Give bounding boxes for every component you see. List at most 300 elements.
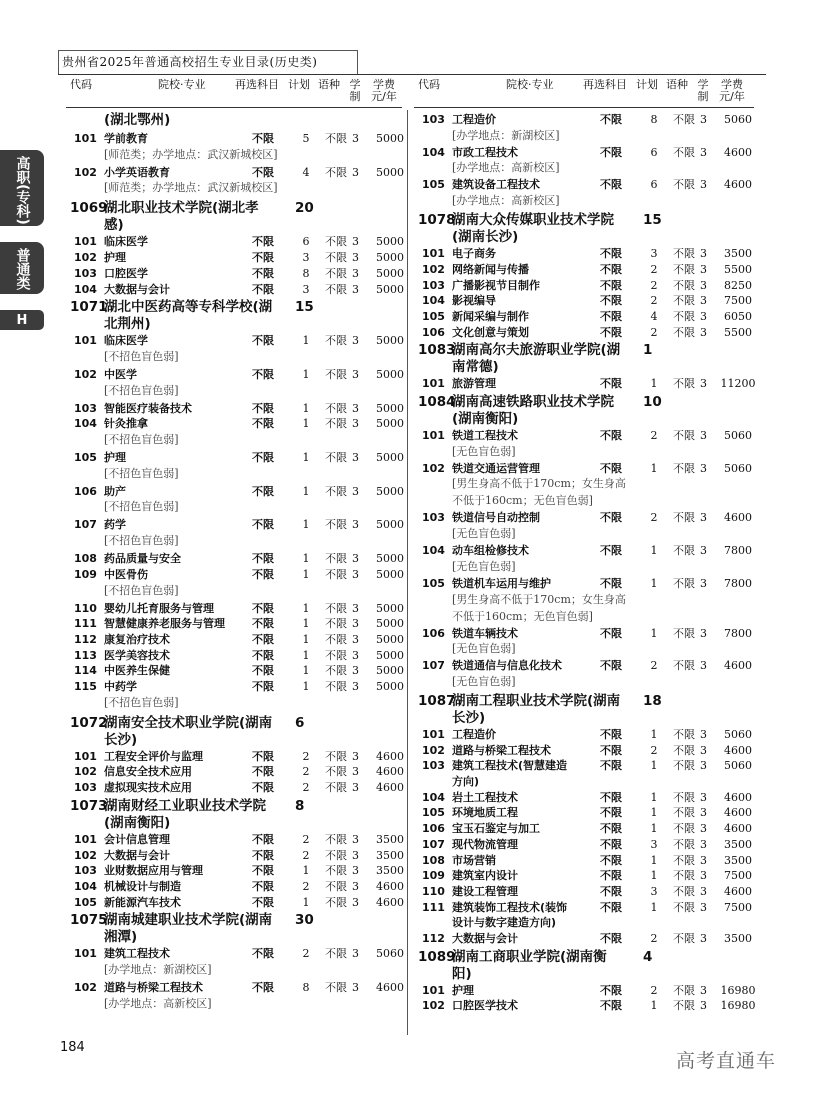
subject-requirement: 不限 [252,401,274,415]
language: 不限 [325,282,347,296]
subject-requirement: 不限 [252,266,274,280]
major-row [418,112,753,127]
major-code: 106 [422,325,445,339]
years: 3 [352,617,359,631]
institution-name: 湖南大众传媒职业技术学院 [452,212,614,229]
major-name: 护理 [452,983,474,997]
years: 3 [352,451,359,464]
major-row [418,576,753,591]
plan-count: 1 [302,401,310,415]
major-code: 102 [74,765,97,779]
plan-count: 1 [650,999,658,1013]
tuition-fee: 5060 [376,947,404,961]
major-row [70,266,405,281]
major-row [418,758,753,773]
subject-requirement: 不限 [252,417,274,431]
institution-total-plan: 15 [295,299,314,316]
subject-requirement: 不限 [600,247,622,261]
subject-requirement: 不限 [600,932,622,945]
tuition-fee: 3500 [724,837,752,851]
language: 不限 [325,484,347,498]
major-code: 104 [74,879,97,893]
major-note: [办学地点：新湖校区] [104,963,212,976]
plan-count: 1 [650,790,658,804]
column-rule-right [414,107,754,108]
plan-count: 1 [650,626,658,640]
major-code: 105 [422,806,445,820]
tuition-fee: 5060 [724,759,752,773]
major-name: 康复治疗技术 [104,632,170,646]
major-code: 109 [422,869,445,883]
major-row [418,278,753,293]
years: 3 [352,552,359,566]
tuition-fee: 4600 [724,884,752,898]
years: 3 [352,484,359,498]
years: 3 [352,567,359,581]
years: 3 [352,601,359,615]
tuition-fee: 7500 [724,869,752,883]
tuition-fee: 4600 [724,790,752,804]
institution-total-plan: 4 [643,948,653,965]
tuition-fee: 16980 [720,999,756,1013]
language: 不限 [673,900,695,914]
years: 3 [352,251,359,265]
years: 3 [352,981,359,994]
language: 不限 [325,617,347,631]
institution-name: 湖南城建职业技术学院(湖南 [104,912,273,929]
tuition-fee: 3500 [724,853,752,867]
plan-count: 2 [650,294,658,308]
major-code: 104 [74,282,97,296]
plan-count: 1 [302,895,310,909]
major-name: 药品质量与安全 [104,552,181,566]
major-name: 网络新闻与传播 [452,262,529,276]
col-language: 语种 [666,78,688,91]
years: 3 [700,806,707,820]
major-row [418,983,756,998]
major-note: 不低于160cm；无色盲色弱] [452,609,593,623]
plan-count: 2 [302,848,310,862]
col-years: 学制 [349,78,361,103]
language: 不限 [673,377,695,391]
subject-requirement: 不限 [600,806,622,820]
language: 不限 [673,544,695,558]
language: 不限 [325,895,347,909]
institution-name: 湖南高速铁路职业技术学院 [452,394,614,410]
major-code: 104 [422,790,445,804]
language: 不限 [673,294,695,308]
major-name: 设计与数字建造方向) [452,916,557,930]
major-row [418,376,756,391]
major-name: 临床医学 [104,334,148,348]
language: 不限 [325,451,347,464]
major-row [418,658,753,673]
major-name: 建筑工程技术 [104,947,170,961]
years: 3 [352,165,359,179]
years: 3 [352,417,359,431]
language: 不限 [325,848,347,862]
plan-count: 4 [650,309,658,323]
major-row [70,616,405,631]
language: 不限 [325,552,347,566]
institution-heading [70,200,400,234]
institution-heading-cont [70,112,400,129]
subject-requirement: 不限 [252,235,274,249]
major-note: [无色盲色弱] [452,559,516,573]
tuition-fee: 7800 [724,576,752,590]
tuition-fee: 5000 [376,235,404,249]
language: 不限 [325,165,347,179]
language: 不限 [673,145,695,159]
major-name: 影视编导 [452,294,496,308]
subject-requirement: 不限 [252,632,274,646]
tuition-fee: 4600 [376,879,404,893]
subject-requirement: 不限 [252,765,274,779]
major-code: 103 [422,113,445,126]
subject-requirement: 不限 [252,832,274,846]
major-row [418,743,753,758]
years: 3 [700,511,707,525]
major-name: 铁道车辆技术 [452,626,518,640]
major-row [70,165,405,180]
major-code: 111 [422,900,445,914]
language: 不限 [673,999,695,1013]
language: 不限 [325,567,347,581]
plan-count: 2 [650,983,658,997]
major-row [418,510,753,525]
major-row [70,551,405,566]
years: 3 [352,266,359,280]
major-row [418,837,753,852]
col-language: 语种 [318,78,340,91]
years: 3 [352,864,359,878]
tuition-fee: 4600 [724,659,752,673]
major-name: 信息安全技术应用 [104,765,192,779]
subject-requirement: 不限 [252,367,274,381]
col-fee: 学费元/年 [719,78,745,103]
side-tab-label: 普通类 [14,248,31,290]
subject-requirement: 不限 [252,879,274,893]
subject-requirement: 不限 [600,983,622,997]
language: 不限 [673,429,695,442]
subject-requirement: 不限 [252,749,274,763]
institution-code: 1072 [70,714,108,731]
years: 3 [352,235,359,249]
major-name: 环境地质工程 [452,806,518,820]
major-code: 102 [74,848,97,862]
subject-requirement: 不限 [600,727,622,741]
major-name: 旅游管理 [452,377,496,391]
plan-count: 1 [650,759,658,773]
subject-requirement: 不限 [252,334,274,348]
tuition-fee: 5000 [376,567,404,581]
years: 3 [700,659,707,673]
years: 3 [700,727,707,741]
tuition-fee: 5000 [376,451,404,464]
tuition-fee: 5000 [376,601,404,615]
major-name: 铁道信号自动控制 [452,511,540,525]
plan-count: 1 [302,334,310,348]
major-name: 岩土工程技术 [452,790,518,804]
years: 3 [700,178,707,192]
tuition-fee: 5060 [724,429,752,442]
plan-count: 3 [650,837,658,851]
institution-heading [70,912,400,946]
subject-requirement: 不限 [600,461,622,475]
tuition-fee: 3500 [376,864,404,878]
major-note: [男生身高不低于170cm；女生身高 [452,477,626,491]
subject-requirement: 不限 [600,511,622,525]
language: 不限 [673,178,695,192]
tuition-fee: 5000 [376,401,404,415]
language: 不限 [673,837,695,851]
page-number: 184 [60,1040,85,1055]
institution-code: 1083 [418,342,456,359]
plan-count: 2 [650,262,658,276]
years: 3 [352,664,359,678]
watermark: 高考直通车 [676,1050,777,1072]
tuition-fee: 8250 [724,278,752,292]
subject-requirement: 不限 [252,864,274,878]
major-row [418,145,753,160]
language: 不限 [325,832,347,846]
col-subject: 再选科目 [583,78,627,91]
years: 3 [700,429,707,442]
tuition-fee: 5000 [376,617,404,631]
language: 不限 [673,659,695,673]
major-code: 104 [422,145,445,159]
subject-requirement: 不限 [252,664,274,678]
institution-total-plan: 6 [295,714,305,731]
plan-count: 1 [302,617,310,631]
major-row [418,309,753,324]
major-name: 大数据与会计 [104,282,170,296]
major-name: 中医学 [104,367,137,381]
years: 3 [700,294,707,308]
major-row [70,131,405,146]
years: 3 [700,278,707,292]
major-note: [不招色盲色弱] [104,349,179,363]
major-note: [男生身高不低于170cm；女生身高 [452,592,626,606]
subject-requirement: 不限 [600,113,622,126]
major-name: 铁道工程技术 [452,429,518,442]
plan-count: 2 [650,429,658,442]
major-name: 新能源汽车技术 [104,895,181,909]
years: 3 [700,544,707,558]
tuition-fee: 5000 [376,367,404,381]
institution-name: 湖南工程职业技术学院(湖南 [452,692,621,709]
institution-heading [70,798,400,832]
major-name: 广播影视节目制作 [452,278,540,292]
institution-name-cont: 阳) [452,965,472,982]
institution-name: 湖南财经工业职业技术学院 [104,797,266,814]
language: 不限 [673,759,695,773]
col-code: 代码 [418,78,440,91]
subject-requirement: 不限 [252,981,274,994]
tuition-fee: 5000 [376,282,404,296]
major-code: 107 [422,837,445,851]
major-code: 103 [422,511,445,525]
major-name: 机械设计与制造 [104,879,181,893]
language: 不限 [325,401,347,415]
side-tab-letter [0,310,44,330]
major-name: 市场营销 [452,853,496,867]
language: 不限 [673,278,695,292]
tuition-fee: 5060 [724,113,752,126]
years: 3 [352,781,359,795]
plan-count: 1 [302,601,310,615]
years: 3 [700,900,707,914]
major-row [70,980,405,995]
language: 不限 [325,781,347,795]
language: 不限 [673,309,695,323]
tuition-fee: 6050 [724,309,752,323]
years: 3 [700,999,707,1013]
tuition-fee: 7500 [724,900,752,914]
tuition-fee: 5000 [376,680,404,693]
major-row [70,780,405,795]
years: 3 [700,576,707,590]
major-row [418,177,753,192]
plan-count: 1 [302,484,310,498]
catalog-column-left [70,112,405,1032]
major-name: 建筑室内设计 [452,869,518,883]
institution-total-plan: 18 [643,692,662,709]
plan-count: 1 [302,648,310,662]
major-name-cont [418,915,618,930]
major-name: 工程造价 [452,113,496,126]
subject-requirement: 不限 [600,853,622,867]
major-code: 102 [422,262,445,276]
major-row [70,601,405,616]
major-row [70,879,405,894]
plan-count: 1 [650,377,658,391]
major-row [70,848,405,863]
major-name: 建筑设备工程技术 [452,178,540,192]
major-row [70,333,405,348]
language: 不限 [325,518,347,532]
major-code: 103 [422,759,445,773]
subject-requirement: 不限 [600,145,622,159]
major-name: 道路与桥梁工程技术 [104,981,203,994]
plan-count: 2 [302,749,310,763]
major-code: 112 [422,932,445,945]
tuition-fee: 3500 [376,832,404,846]
years: 3 [700,759,707,773]
institution-name-cont: (湖南长沙) [452,229,519,246]
tuition-fee: 16980 [720,983,756,997]
years: 3 [700,743,707,757]
language: 不限 [325,981,347,994]
major-code: 101 [74,235,97,249]
language: 不限 [673,884,695,898]
tuition-fee: 11200 [720,377,756,391]
major-row [418,428,753,443]
years: 3 [352,282,359,296]
years: 3 [352,648,359,662]
subject-requirement: 不限 [252,680,274,693]
major-code: 102 [74,251,97,265]
institution-name-cont: (湖南衡阳) [452,411,519,427]
institution-total-plan: 10 [643,394,662,410]
plan-count: 3 [302,251,310,265]
major-row [418,931,753,946]
tuition-fee: 5000 [376,632,404,646]
major-code: 101 [422,377,445,391]
tuition-fee: 4600 [724,822,752,836]
language: 不限 [673,576,695,590]
major-row [70,416,405,431]
tuition-fee: 5060 [724,727,752,741]
language: 不限 [325,864,347,878]
major-note: [不招色盲色弱] [104,383,179,397]
subject-requirement: 不限 [252,947,274,961]
plan-count: 1 [302,518,310,532]
plan-count: 1 [302,664,310,678]
language: 不限 [325,417,347,431]
language: 不限 [325,632,347,646]
major-name: 业财数据应用与管理 [104,864,203,878]
language: 不限 [325,749,347,763]
plan-count: 1 [302,680,310,693]
language: 不限 [325,132,347,145]
plan-count: 2 [650,278,658,292]
major-row [418,246,753,261]
language: 不限 [673,822,695,836]
years: 3 [700,790,707,804]
tuition-fee: 5500 [724,262,752,276]
institution-code: 1075 [70,912,108,929]
language: 不限 [673,511,695,525]
language: 不限 [325,266,347,280]
plan-count: 1 [302,567,310,581]
col-plan: 计划 [288,78,310,91]
plan-count: 4 [302,165,310,179]
subject-requirement: 不限 [600,759,622,773]
major-name: 市政工程技术 [452,145,518,159]
tuition-fee: 5000 [376,484,404,498]
major-name: 方向) [452,775,480,788]
plan-count: 1 [302,864,310,878]
plan-count: 2 [650,932,658,945]
years: 3 [352,749,359,763]
subject-requirement: 不限 [600,429,622,442]
major-name: 建筑装饰工程技术(装饰 [452,900,568,914]
plan-count: 6 [650,145,658,159]
major-name: 动车组检修技术 [452,544,529,558]
major-code: 102 [74,981,97,994]
language: 不限 [325,367,347,381]
years: 3 [700,145,707,159]
major-note: 不低于160cm；无色盲色弱] [452,494,593,508]
years: 3 [352,401,359,415]
major-code: 102 [74,367,97,381]
language: 不限 [673,806,695,820]
major-code: 101 [422,429,445,442]
years: 3 [700,325,707,339]
language: 不限 [673,743,695,757]
institution-name: 湖北职业技术学院(湖北孝 [104,200,259,217]
institution-heading [418,693,748,727]
major-row [70,632,405,647]
institution-code: 1078 [418,212,456,229]
plan-count: 1 [650,576,658,590]
tuition-fee: 3500 [724,932,752,945]
language: 不限 [673,932,695,945]
institution-code: 1069 [70,200,108,217]
tuition-fee: 3500 [724,247,752,261]
major-row [418,853,753,868]
